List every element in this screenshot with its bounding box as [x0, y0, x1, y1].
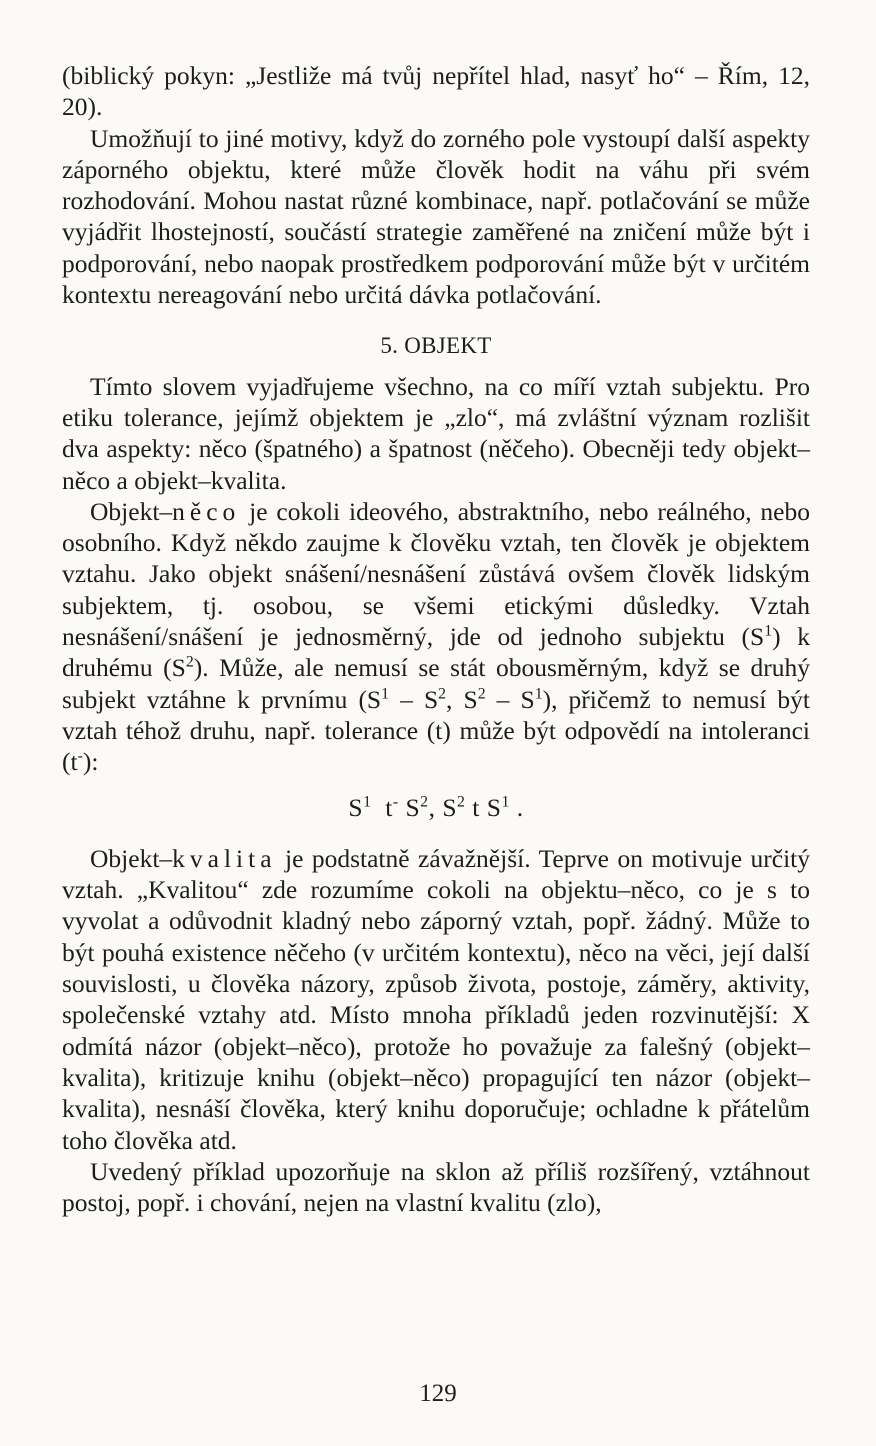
formula-symbol: S [442, 792, 457, 822]
text-run: ), přičemž to nemusí být vztah téhož druhu, např. tolerance (t) může být odpovědí na intoleranci (t [62, 684, 810, 777]
superscript: 2 [438, 685, 447, 703]
superscript: 1 [764, 622, 773, 640]
section-heading: 5. OBJEKT [380, 333, 492, 359]
text-run: je cokoli ideového, abstraktního, nebo reálného, nebo osobního. Když někdo zaujme k člověku vztah, ten člověk je objektem vztahu. Jako objekt snášení/nesnášení zůstává ovšem člověk lidským subjektem, tj. osobou, se všemi etickými důsledky. Vztah nesnášení/snášení je jednosměrný, jde od jednoho subjektu (S [62, 496, 810, 652]
formula-symbol: S [405, 792, 421, 822]
text-run: ) k druhému (S [62, 622, 810, 683]
formula-end: . [509, 792, 524, 822]
body-text [62, 60, 810, 1218]
superscript: - [392, 793, 399, 811]
superscript: - [77, 747, 83, 765]
superscript: 1 [534, 685, 543, 703]
paragraph-object-something [62, 496, 810, 778]
text-run: Objekt– [90, 496, 173, 526]
superscript: 2 [185, 653, 194, 671]
text-run: ). Může, ale nemusí se stát obousměrným, když se druhý subjekt vztáhne k prvnímu (S [62, 653, 810, 714]
formula-symbol: t [385, 792, 393, 822]
paragraph-object-definition: Tímto slovem vyjadřujeme všechno, na co míří vztah subjektu. Pro etiku tolerance, jejímž objektem je „zlo“, má zvláštní význam rozlišit dva aspekty: něco (špatného) a špatnost (něčeho). Obecněji tedy objekt–něco a objekt–kvalita. [62, 371, 810, 495]
text-run: Objekt– [90, 843, 173, 873]
superscript: 2 [477, 685, 486, 703]
superscript: 2 [420, 793, 429, 811]
superscript: 1 [501, 793, 510, 811]
paragraph-object-quality [62, 843, 810, 1156]
superscript: 2 [457, 793, 466, 811]
emphasis-spaced: kvalita [172, 843, 277, 873]
text-run: – S [389, 684, 439, 714]
superscript: 1 [363, 793, 372, 811]
formula-symbol: t [472, 792, 480, 822]
formula-separator: , [428, 792, 443, 822]
text-run: , S [446, 684, 478, 714]
text-run: je podstatně závažnější. Teprve on motivuje určitý vztah. „Kvalitou“ zde rozumíme cokoli na objektu–něco, co je s to vyvolat a odůvodnit kladný nebo záporný vztah, popř. žádný. Může to být pouhá existence něčeho (v určitém kontextu), něco na věci, její další souvislosti, u člověka názory, způsob života, postoje, záměry, aktivity, společenské vztahy atd. Místo mnoha příkladů jeden rozvinutější: X odmítá názor (objekt–něco), protože ho považuje za falešný (objekt–kvalita), kritizuje knihu (objekt–něco) propagující ten názor (objekt–kvalita), nesnáší člověka, který knihu doporučuje; ochladne k přátelům toho člověka atd. [62, 843, 810, 1155]
formula-symbol: S [348, 792, 364, 822]
formula-symbol: S [486, 792, 502, 822]
text-run: – S [485, 684, 535, 714]
paragraph-example: Uvedený příklad upozorňuje na sklon až příliš rozšířený, vztáhnout postoj, popř. i chování, nejen na vlastní kvalitu (zlo), [62, 1156, 810, 1218]
formula [62, 792, 810, 823]
paragraph-motives: Umožňují to jiné motivy, když do zorného pole vystoupí další aspekty záporného objektu, které může člověk hodit na váhu při svém rozhodování. Mohou nastat různé kombinace, např. potlačování se může vyjádřit lhostejností, součástí strategie zaměřené na zničení může být i podporování, nebo naopak prostředkem podporování může být v určitém kontextu nereagování nebo určitá dávka potlačování. [62, 123, 810, 310]
superscript: 1 [381, 685, 390, 703]
paragraph-continuation: (biblický pokyn: „Jestliže má tvůj nepřítel hlad, nasyť ho“ – Řím, 12, 20). [62, 61, 810, 122]
page-number: 129 [419, 1380, 457, 1407]
text-run: ): [82, 747, 99, 777]
emphasis-spaced: něco [172, 496, 241, 526]
